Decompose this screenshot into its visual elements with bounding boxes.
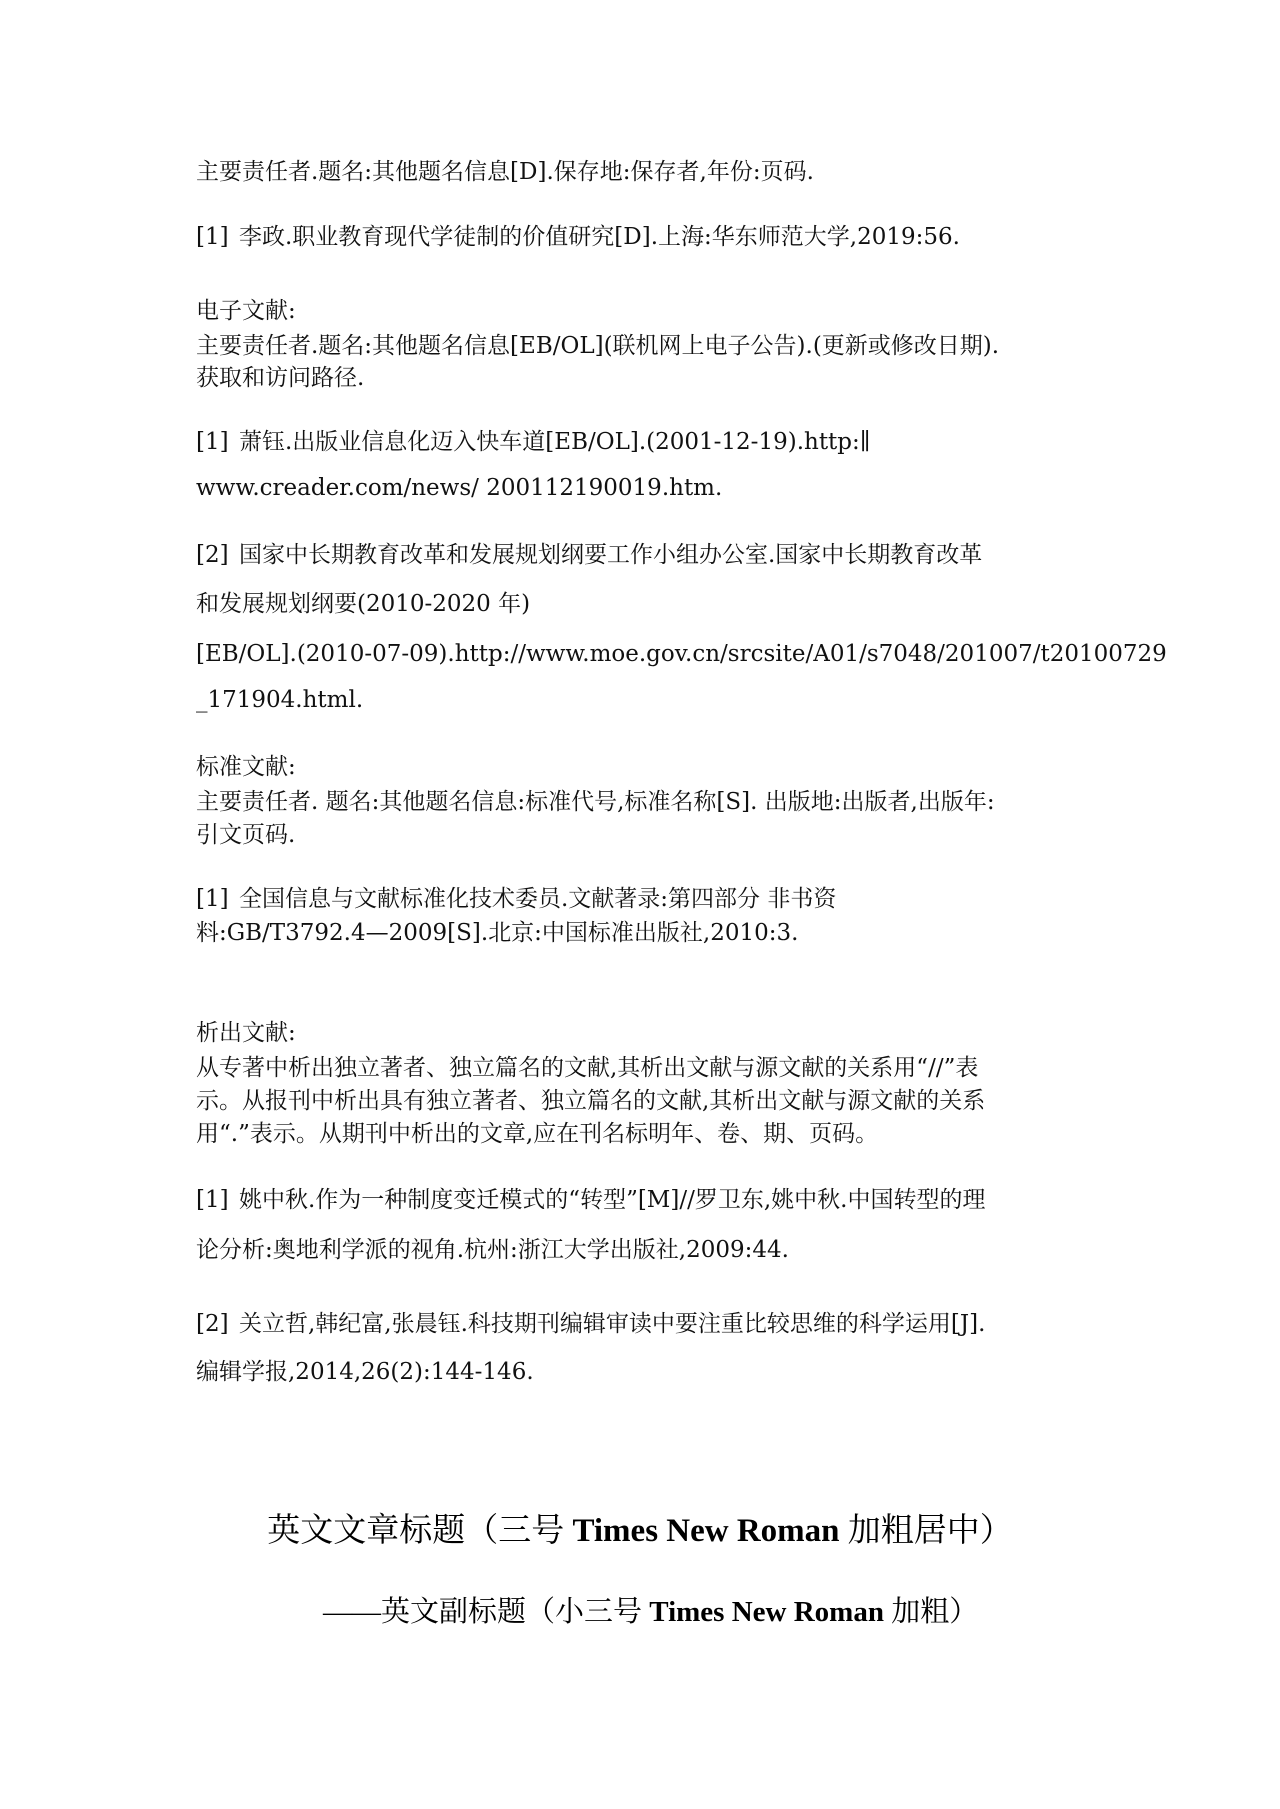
analytic-description-line-1: 从专著中析出独立著者、独立篇名的文献,其析出文献与源文献的关系用“//”表 (196, 1055, 979, 1081)
standard-format-line-2: 引文页码. (196, 822, 296, 848)
electronic-format-line-1: 主要责任者.题名:其他题名信息[EB/OL](联机网上电子公告).(更新或修改日期). (196, 333, 1000, 359)
reference-number: [1] (196, 1187, 229, 1213)
electronic-format-line-2: 获取和访问路径. (196, 365, 365, 391)
reference-number: [1] (196, 224, 229, 250)
dissertation-format-line: 主要责任者.题名:其他题名信息[D].保存地:保存者,年份:页码. (196, 159, 814, 185)
reference-number: [2] (196, 1311, 229, 1337)
standard-reference-1 (196, 884, 836, 914)
electronic-reference-2-cont-3: _171904.html. (196, 687, 364, 713)
reference-text: 关立哲,韩纪富,张晨钰.科技期刊编辑审读中要注重比较思维的科学运用[J]. (239, 1311, 986, 1337)
reference-text: 萧钰.出版业信息化迈入快车道[EB/OL].(2001-12-19).http:∥ (239, 429, 871, 455)
dissertation-reference-1 (196, 222, 960, 252)
subtitle-font-name: Times New Roman (649, 1596, 884, 1628)
analytic-reference-2-cont: 编辑学报,2014,26(2):144-146. (196, 1359, 534, 1385)
title-prefix: 英文文章标题（三号 (267, 1513, 573, 1549)
electronic-reference-2-cont-2: [EB/OL].(2010-07-09).http://www.moe.gov.cn/srcsite/A01/s7048/201007/t20100729 (196, 641, 1167, 667)
analytic-reference-1 (196, 1185, 985, 1215)
subtitle-prefix: ——英文副标题（小三号 (323, 1596, 650, 1628)
reference-text: 李政.职业教育现代学徒制的价值研究[D].上海:华东师范大学,2019:56. (239, 224, 960, 250)
reference-number: [1] (196, 886, 229, 912)
reference-number: [2] (196, 542, 229, 568)
reference-text: 姚中秋.作为一种制度变迁模式的“转型”[M]//罗卫东,姚中秋.中国转型的理 (239, 1187, 986, 1213)
electronic-reference-2 (196, 540, 982, 570)
analytic-description-line-2: 示。从报刊中析出具有独立著者、独立篇名的文献,其析出文献与源文献的关系 (196, 1088, 986, 1114)
analytic-reference-1-cont: 论分析:奥地利学派的视角.杭州:浙江大学出版社,2009:44. (196, 1237, 789, 1263)
standard-format-line-1: 主要责任者. 题名:其他题名信息:标准代号,标准名称[S]. 出版地:出版者,出版年: (196, 789, 995, 815)
title-font-name: Times New Roman (572, 1513, 840, 1549)
standard-reference-1-cont: 料:GB/T3792.4—2009[S].北京:中国标准出版社,2010:3. (196, 920, 799, 946)
english-article-title (0, 1508, 1280, 1554)
section-heading-electronic: 电子文献: (196, 298, 296, 324)
reference-number: [1] (196, 429, 229, 455)
electronic-reference-1-cont: www.creader.com/news/ 200112190019.htm. (196, 475, 723, 501)
reference-text: 国家中长期教育改革和发展规划纲要工作小组办公室.国家中长期教育改革 (239, 542, 983, 568)
electronic-reference-1 (196, 427, 870, 457)
english-article-subtitle (323, 1591, 978, 1633)
section-heading-analytic: 析出文献: (196, 1020, 296, 1046)
analytic-reference-2 (196, 1309, 985, 1339)
electronic-reference-2-cont-1: 和发展规划纲要(2010-2020 年) (196, 591, 531, 617)
subtitle-suffix: 加粗） (883, 1596, 979, 1628)
title-suffix: 加粗居中） (839, 1513, 1013, 1549)
reference-text: 全国信息与文献标准化技术委员.文献著录:第四部分 非书资 (239, 886, 837, 912)
analytic-description-line-3: 用“.”表示。从期刊中析出的文章,应在刊名标明年、卷、期、页码。 (196, 1121, 879, 1147)
section-heading-standard: 标准文献: (196, 754, 296, 780)
